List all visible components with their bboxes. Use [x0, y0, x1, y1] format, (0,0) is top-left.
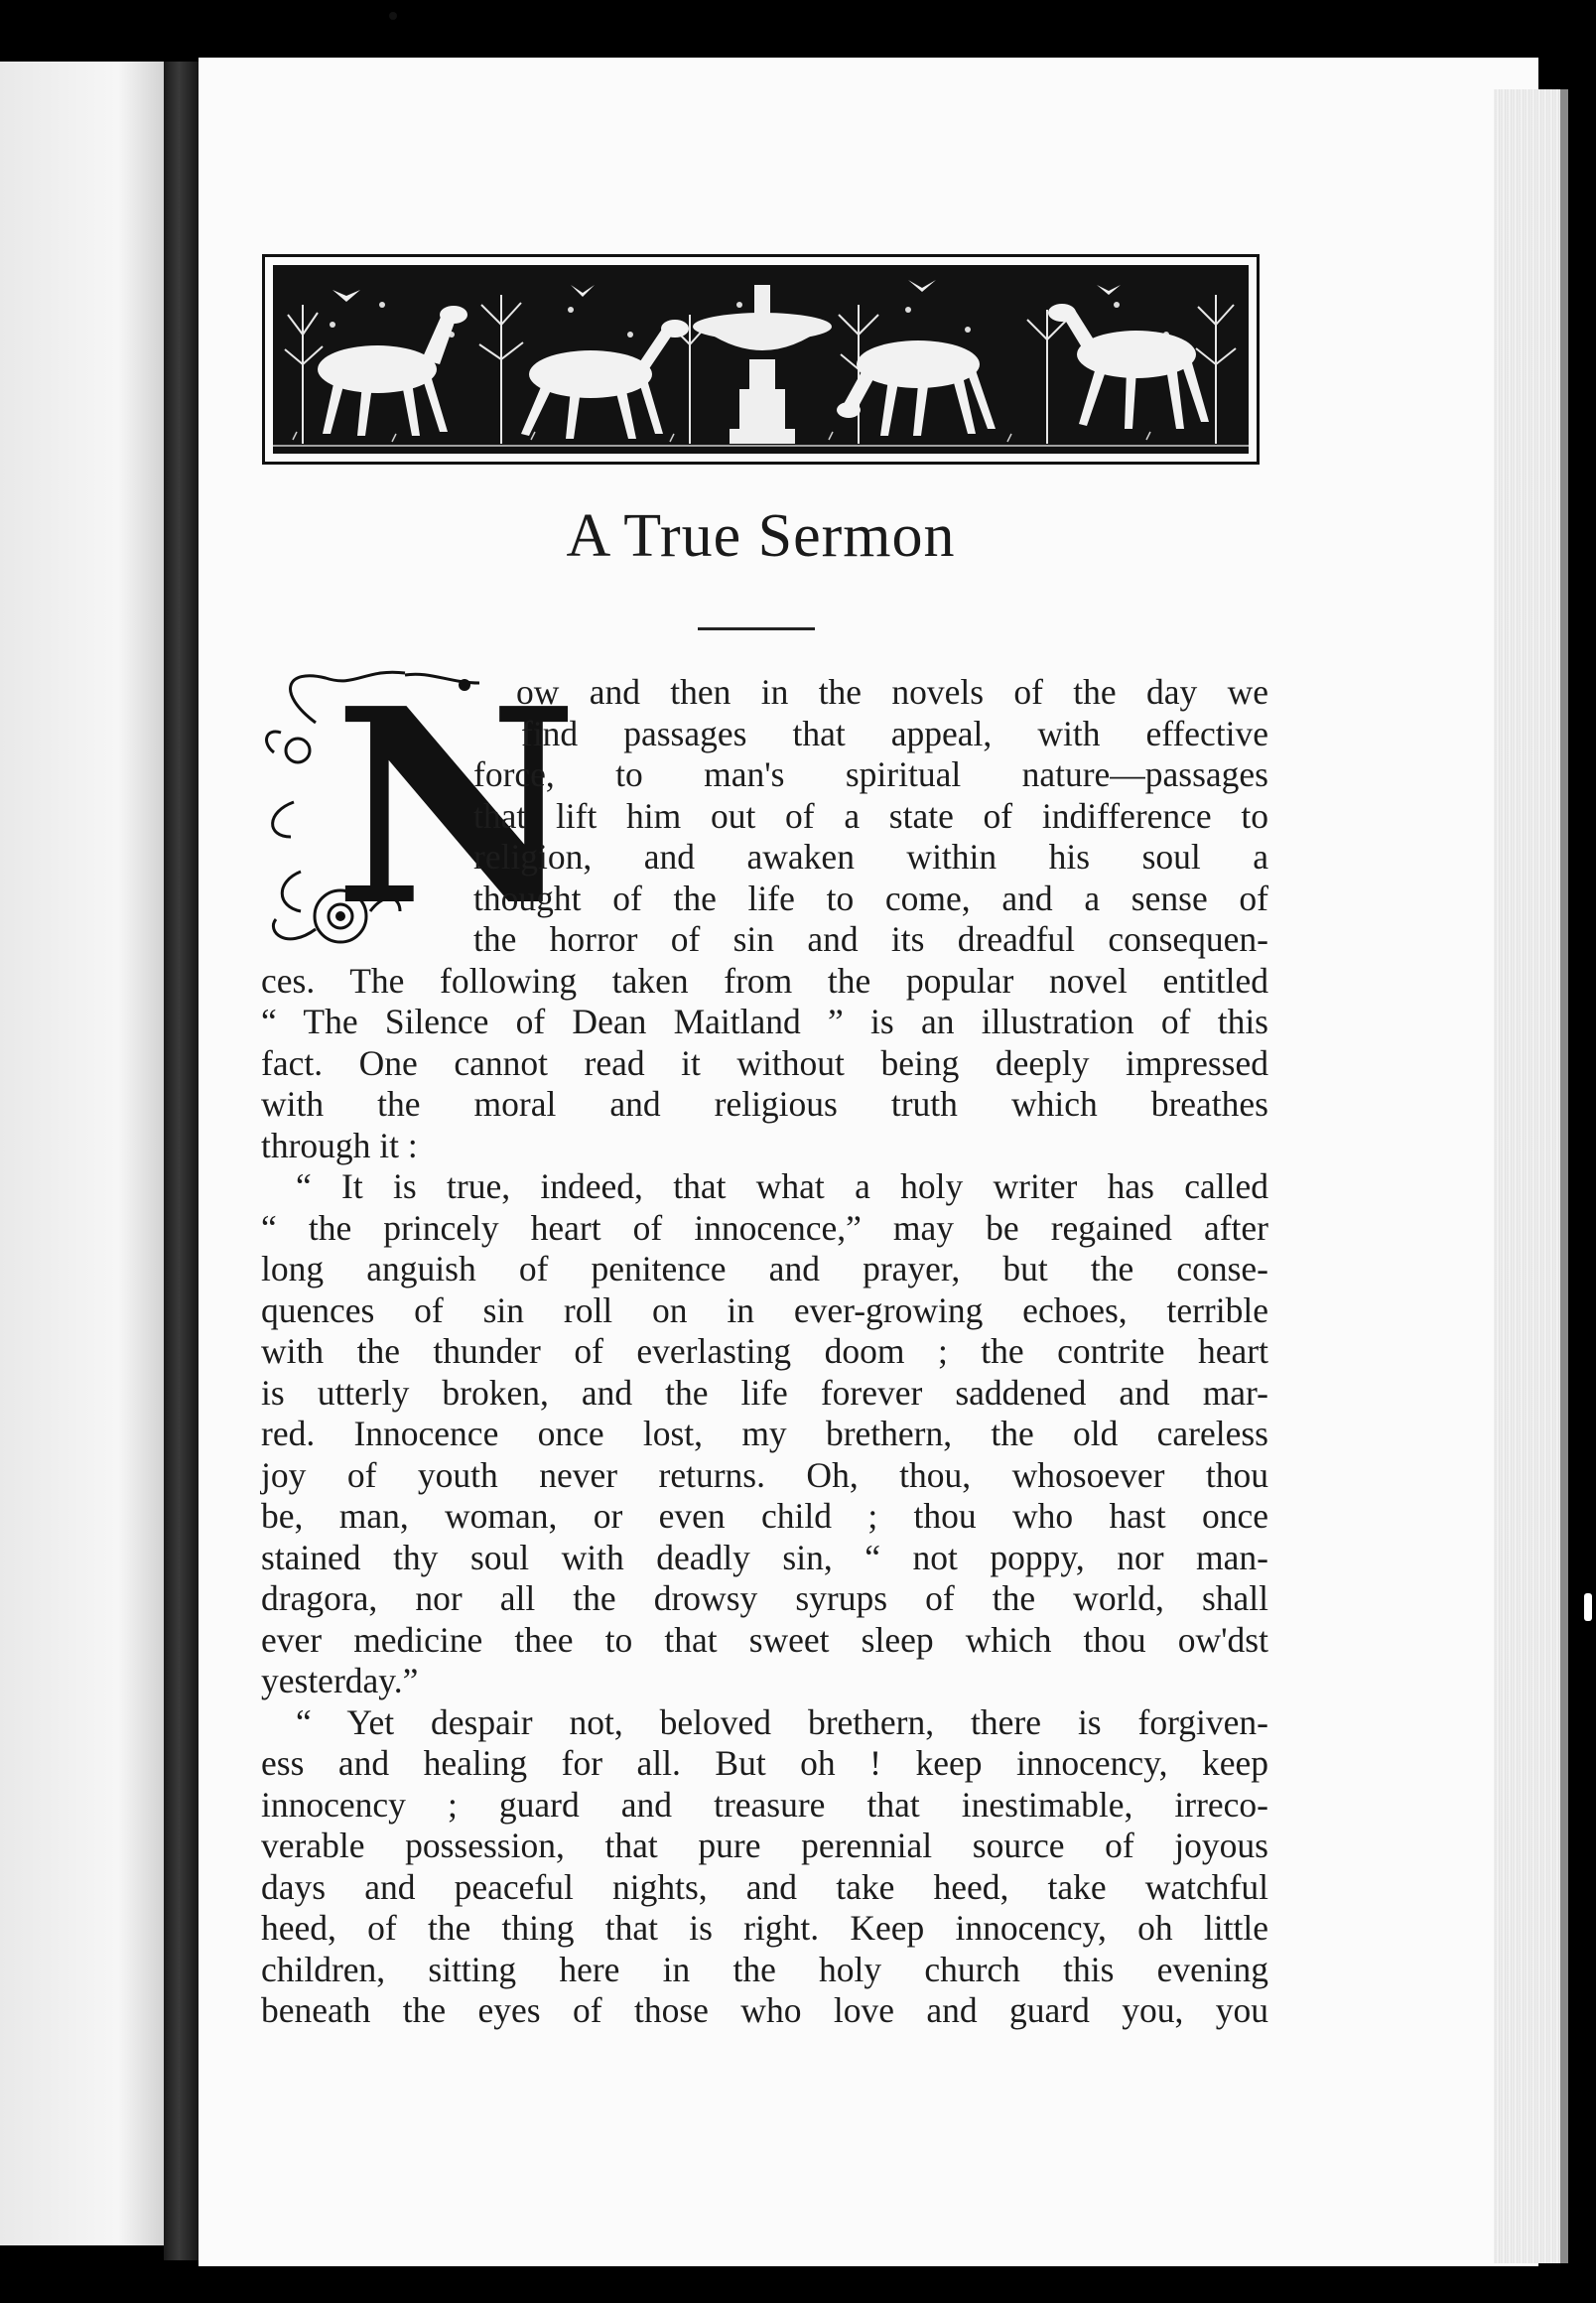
page-edges — [1494, 89, 1563, 2263]
scan-mark — [1584, 1593, 1592, 1621]
text-line: “ the princely heart of innocence,” may be regained after — [261, 1207, 1268, 1248]
text-line: innocency ; guard and treasure that inestimable, irreco- — [261, 1784, 1268, 1825]
text-line: long anguish of penitence and prayer, but the conse- — [261, 1249, 1268, 1288]
facing-page-edge — [0, 62, 169, 2245]
text-line: is utterly broken, and the life forever saddened and mar- — [261, 1372, 1268, 1413]
text-line: the horror of sin and its dreadful consequen- — [473, 919, 1268, 959]
text-line: force, to man's spiritual nature—passages — [473, 754, 1268, 794]
text-line: with the moral and religious truth which breathes — [261, 1084, 1268, 1124]
text-line: beneath the eyes of those who love and guard you, you — [261, 1990, 1268, 2030]
text-line: through it : — [261, 1125, 418, 1165]
title-rule — [698, 627, 815, 630]
drop-cap — [256, 649, 579, 965]
scan-speck — [389, 12, 397, 20]
text-line: ess and healing for all. But oh ! keep innocency, keep — [261, 1743, 1268, 1783]
text-line: ever medicine thee to that sweet sleep which thou ow'dst — [261, 1619, 1268, 1660]
text-line: thought of the life to come, and a sense of — [473, 878, 1268, 918]
header-ornament — [262, 254, 1260, 465]
text-line: children, sitting here in the holy church this evening — [261, 1949, 1268, 1989]
text-line: “ The Silence of Dean Maitland ” is an illustration of this — [261, 1002, 1268, 1041]
page-edge-shadow — [1560, 89, 1568, 2263]
text-line: that lift him out of a state of indifference to — [473, 795, 1268, 836]
text-line: dragora, nor all the drowsy syrups of the world, shall — [261, 1578, 1268, 1618]
text-line: with the thunder of everlasting doom ; the contrite heart — [261, 1331, 1268, 1371]
text-line: “ It is true, indeed, that what a holy writer has called — [296, 1166, 1268, 1206]
text-line: ow and then in the novels of the day we — [516, 672, 1268, 712]
drop-cap-letter: N — [333, 649, 579, 965]
text-line: joy of youth never returns. Oh, thou, whosoever thou — [261, 1454, 1268, 1495]
book-gutter — [164, 62, 201, 2260]
text-line: ces. The following taken from the popular novel entitled — [261, 960, 1268, 1001]
text-line: stained thy soul with deadly sin, “ not poppy, nor man- — [261, 1537, 1268, 1577]
text-line: be, man, woman, or even child ; thou who hast once — [261, 1496, 1268, 1536]
text-line: find passages that appeal, with effective — [521, 713, 1268, 753]
text-line: red. Innocence once lost, my brethern, the old careless — [261, 1414, 1268, 1453]
text-line: fact. One cannot read it without being deeply impressed — [261, 1042, 1268, 1083]
text-line: yesterday.” — [261, 1661, 419, 1700]
page-title: A True Sermon — [566, 502, 956, 570]
text-line: verable possession, that pure perennial source of joyous — [261, 1826, 1268, 1865]
deer-fountain-illustration — [273, 265, 1249, 454]
text-line: religion, and awaken within his soul a — [473, 837, 1268, 877]
text-line: days and peaceful nights, and take heed, take watchful — [261, 1866, 1268, 1907]
text-line: heed, of the thing that is right. Keep innocency, oh little — [261, 1908, 1268, 1948]
text-line: “ Yet despair not, beloved brethern, there is forgiven- — [296, 1701, 1268, 1742]
text-line: quences of sin roll on in ever-growing echoes, terrible — [261, 1289, 1268, 1330]
